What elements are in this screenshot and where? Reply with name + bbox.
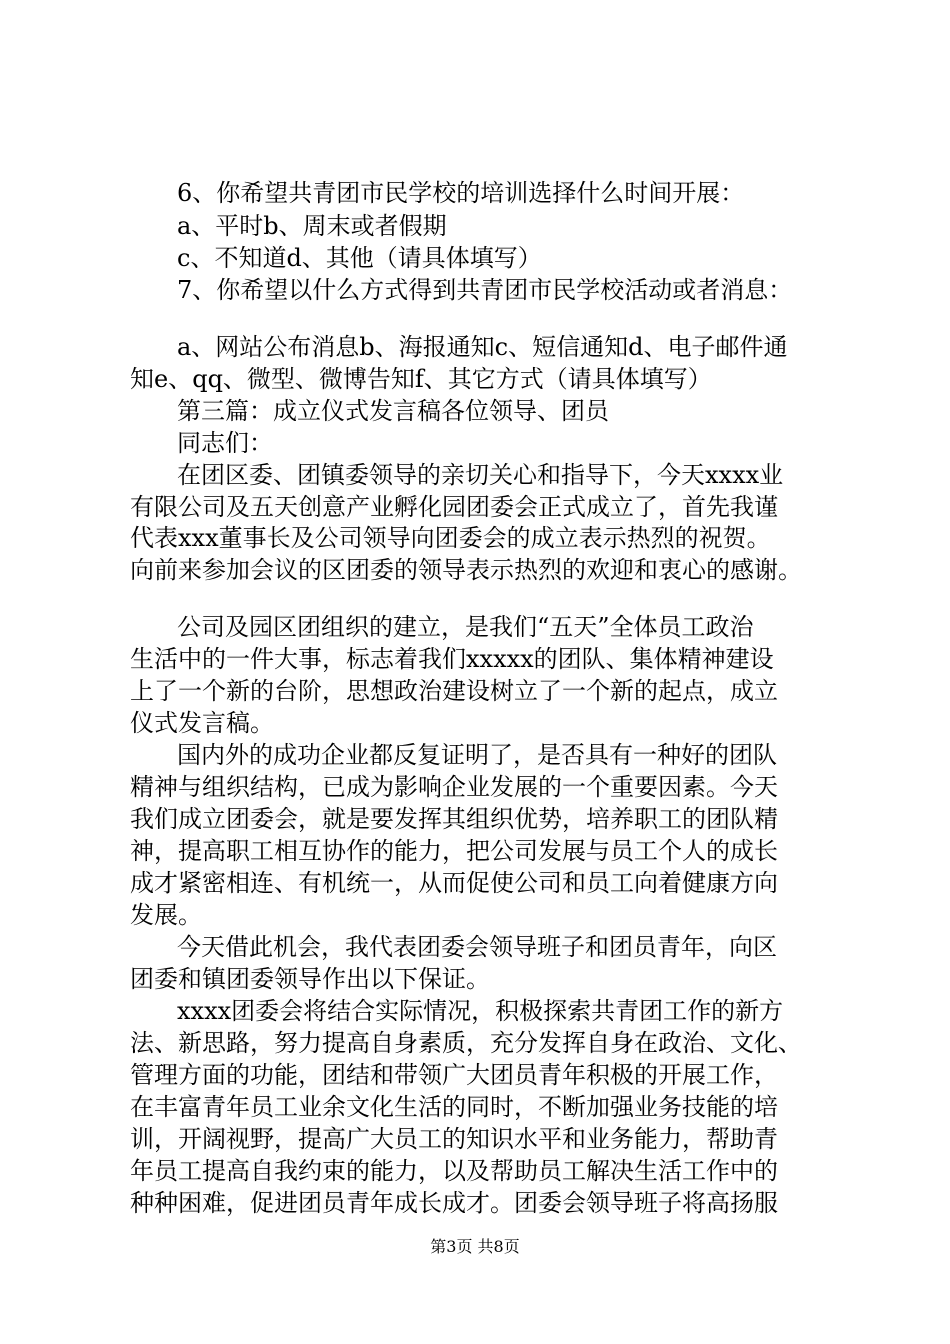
text-line: 我们成立团委会，就是要发挥其组织优势，培养职工的团队精 [130, 805, 778, 833]
text-line: 在丰富青年员工业余文化生活的同时，不断加强业务技能的培 [130, 1093, 778, 1121]
text-line: 训，开阔视野，提高广大员工的知识水平和业务能力，帮助青 [130, 1125, 778, 1153]
text-line: 发展。 [130, 901, 202, 929]
text-line: c、不知道d、其他（请具体填写） [177, 244, 542, 272]
text-line: 年员工提高自我约束的能力，以及帮助员工解决生活工作中的 [130, 1157, 778, 1185]
text-line: 团委和镇团委领导作出以下保证。 [130, 965, 490, 993]
text-line: 知e、qq、微型、微博告知f、其它方式（请具体填写） [130, 365, 712, 393]
text-line: 仪式发言稿。 [130, 709, 274, 737]
text-line: 公司及园区团组织的建立，是我们“五天”全体员工政治 [177, 613, 754, 641]
text-line: 国内外的成功企业都反复证明了，是否具有一种好的团队 [177, 741, 777, 769]
page-number-footer: 第3页 共8页 [430, 1237, 520, 1256]
section-heading: 第三篇：成立仪式发言稿各位领导、团员 [177, 397, 609, 425]
salutation: 同志们： [177, 429, 273, 457]
text-line: 法、新思路，努力提高自身素质，充分发挥自身在政治、文化、 [130, 1029, 802, 1057]
text-line: a、网站公布消息b、海报通知c、短信通知d、电子邮件通 [177, 333, 788, 361]
text-line: 上了一个新的台阶，思想政治建设树立了一个新的起点，成立 [130, 677, 778, 705]
text-line: 在团区委、团镇委领导的亲切关心和指导下，今天xxxx业 [177, 461, 784, 489]
text-line: 精神与组织结构，已成为影响企业发展的一个重要因素。今天 [130, 773, 778, 801]
text-line: 6、你希望共青团市民学校的培训选择什么时间开展： [177, 179, 745, 207]
text-line: 今天借此机会，我代表团委会领导班子和团员青年，向区 [177, 933, 777, 961]
text-line: 7、你希望以什么方式得到共青团市民学校活动或者消息： [177, 276, 793, 304]
text-line: 成才紧密相连、有机统一，从而促使公司和员工向着健康方向 [130, 869, 778, 897]
text-line: 代表xxx董事长及公司领导向团委会的成立表示热烈的祝贺。 [130, 524, 771, 552]
text-line: 种种困难，促进团员青年成长成才。团委会领导班子将高扬服 [130, 1189, 778, 1217]
text-line: 向前来参加会议的区团委的领导表示热烈的欢迎和衷心的感谢。 [130, 556, 802, 584]
text-line: xxxx团委会将结合实际情况，积极探索共青团工作的新方 [177, 997, 784, 1025]
text-line: 有限公司及五天创意产业孵化园团委会正式成立了，首先我谨 [130, 493, 778, 521]
text-line: a、平时b、周末或者假期 [177, 212, 447, 240]
text-line: 生活中的一件大事，标志着我们xxxxx的团队、集体精神建设 [130, 645, 774, 673]
text-line: 神，提高职工相互协作的能力，把公司发展与员工个人的成长 [130, 837, 778, 865]
text-line: 管理方面的功能，团结和带领广大团员青年积极的开展工作， [130, 1061, 778, 1089]
